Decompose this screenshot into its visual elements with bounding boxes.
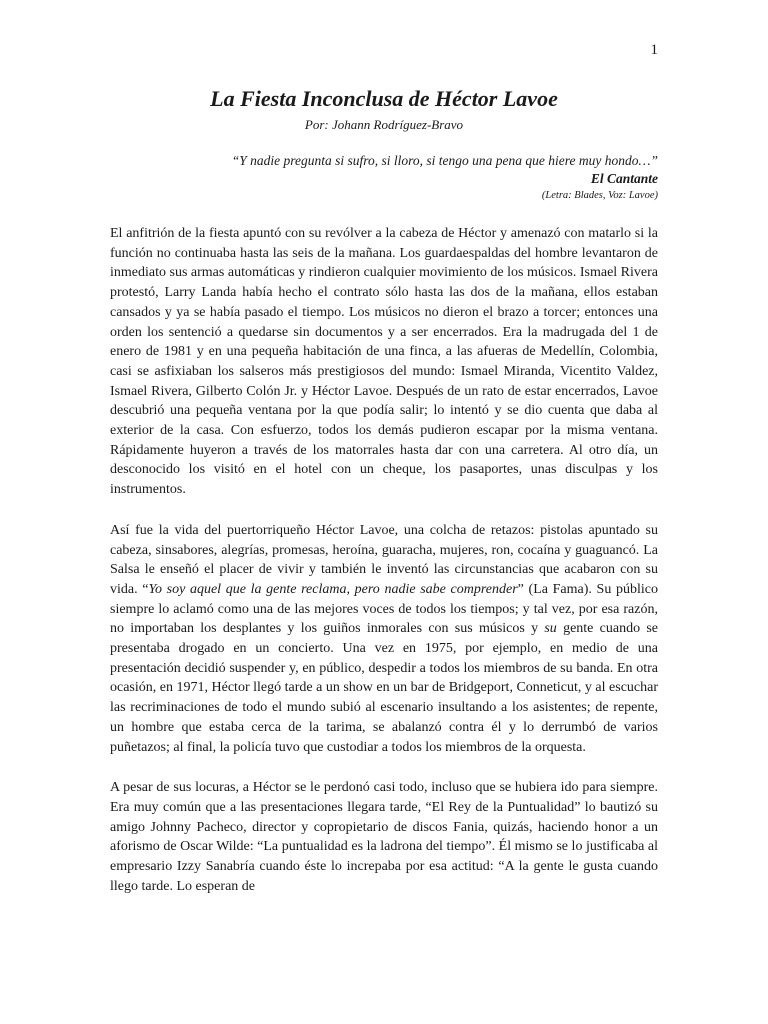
paragraph-2-part-2: ” (La Fama). Su público siempre lo aclamó como una de las mejores voces de todos los tiempos; y tal vez, por esa razón, no importaban los desplantes y los guiños inmorales con sus músicos y (110, 581, 658, 637)
paragraph-2-part-3: gente cuando se presentaba drogado en un concierto. Una vez en 1975, por ejemplo, en medio de una presentación decidió suspender y, en público, despedir a todos los miembros de su banda. En otra ocasión, en 1971, Héctor llegó tarde a un show en un bar de Bridgeport, Conneticut, y al escuchar las recriminaciones de todo el mundo subió al escenario insultando a los asistentes; de repente, un hombre que estaba cerca de la tarima, se abalanzó contra él y lo derrumbó de varios puñetazos; al final, la policía tuvo que custodiar a todos los miembros de la orquesta. (110, 621, 658, 755)
article-title: La Fiesta Inconclusa de Héctor Lavoe (210, 86, 558, 111)
epigraph (98, 152, 658, 204)
paragraph-2-part-1: Así fue la vida del puertorriqueño Héctor Lavoe, una colcha de retazos: pistolas apuntado su cabeza, sinsabores, alegrías, promesas, heroína, guaracha, mujeres, ron, cocaína y guaguancó. La Salsa le enseñó el placer de vivir y también le inventó las circunstancias que acabaron con su vida. “ (110, 522, 658, 597)
epigraph-song-title: El Cantante (590, 171, 658, 186)
paragraph-2 (110, 521, 658, 757)
emphasis-word: su (544, 621, 557, 637)
page-number: 1 (650, 42, 658, 58)
paragraph-1: El anfitrión de la fiesta apuntó con su revólver a la cabeza de Héctor y amenazó con matarlo si la función no continuaba hasta las seis de la mañana. Los guardaespaldas del hombre levantaron de inmediato sus armas automáticas y rindieron cualquier movimiento de los músicos. Ismael Rivera protestó, Larry Landa había hecho el contrato sólo hasta las dos de la mañana, ellos estaban cansados y ya se había pasado el tiempo. Los músicos no dieron el brazo a torcer; entonces una orden los sentenció a quedarse sin documentos y a ser encerrados. Era la madrugada del 1 de enero de 1981 y en una pequeña habitación de una finca, a las afueras de Medellín, Colombia, casi se asfixiaban los salseros más prestigiosos del mundo: Ismael Miranda, Vicentito Valdez, Ismael Rivera, Gilberto Colón Jr. y Héctor Lavoe. Después de un rato de estar encerrados, Lavoe descubrió una pequeña ventana por la que podía salir; lo intentó y se dio cuenta que daba al exterior de la casa. Con esfuerzo, todos los demás pudieron escapar por la misma ventana. Rápidamente huyeron a través de los matorrales hasta dar con una carretera. Al otro día, un desconocido los visitó en el hotel con un cheque, los pasaportes, unas disculpas y los instrumentos. (110, 226, 658, 498)
epigraph-credit: (Letra: Blades, Voz: Lavoe) (541, 190, 658, 201)
song-lyric-quote: Yo soy aquel que la gente reclama, pero nadie sabe comprender (148, 581, 518, 597)
author-byline: Por: Johann Rodríguez-Bravo (304, 117, 464, 132)
paragraph-3: A pesar de sus locuras, a Héctor se le perdonó casi todo, incluso que se hubiera ido para siempre. Era muy común que a las presentaciones llegara tarde, “El Rey de la Puntualidad” lo bautizó su amigo Johnny Pacheco, director y copropietario de discos Fania, quizás, haciendo honor a un aforismo de Oscar Wilde: “La puntualidad es la ladrona del tiempo”. Él mismo se lo justificaba al empresario Izzy Sanabría cuando éste lo increpaba por esa actitud: “A la gente le gusta cuando llego tarde. Lo esperan de (110, 780, 658, 894)
article-body (110, 224, 658, 918)
epigraph-quote: “Y nadie pregunta si sufro, si lloro, si tengo una pena que hiere muy hondo…” (231, 153, 658, 168)
